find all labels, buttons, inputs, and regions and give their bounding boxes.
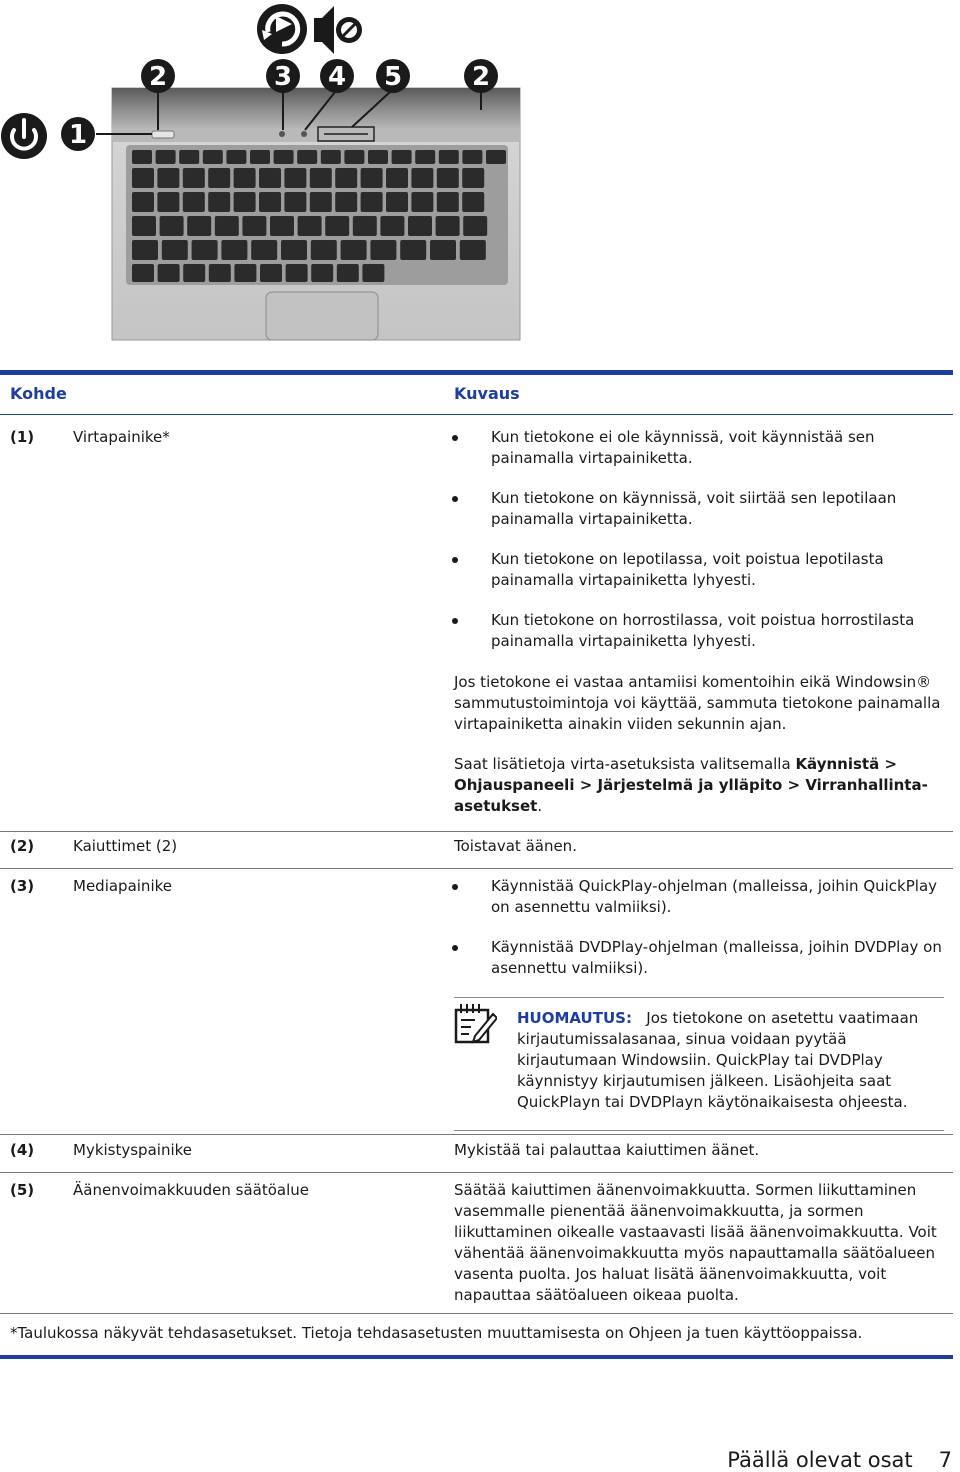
keyboard-key	[341, 240, 367, 260]
keyboard-key	[284, 168, 306, 188]
table-top-rule	[0, 370, 953, 375]
keyboard-key	[157, 168, 179, 188]
keyboard-key	[310, 192, 332, 212]
keyboard-key	[215, 216, 239, 236]
keyboard-key	[437, 168, 459, 188]
svg-text:5: 5	[383, 62, 403, 92]
keyboard-key	[234, 264, 256, 282]
keyboard-key	[162, 240, 188, 260]
header-item: Kohde	[10, 384, 67, 403]
keyboard-key	[386, 192, 408, 212]
callout-2-right	[464, 59, 498, 93]
table-header-rule	[0, 414, 953, 415]
keyboard-key	[270, 216, 294, 236]
keyboard-key	[183, 264, 205, 282]
header-description: Kuvaus	[454, 384, 520, 403]
note-pencil-icon	[453, 1002, 497, 1046]
bullet	[452, 945, 458, 951]
keyboard-key	[209, 264, 231, 282]
keyboard-key	[132, 216, 156, 236]
keyboard-key	[368, 150, 388, 164]
keyboard-key	[311, 240, 337, 260]
mute-speaker-icon	[314, 6, 362, 54]
callout-2-left	[141, 59, 175, 93]
page-number: 7	[938, 1448, 952, 1472]
row-divider	[0, 1313, 953, 1314]
keyboard-key	[226, 150, 246, 164]
keyboard-key	[187, 216, 211, 236]
mute-button	[301, 131, 307, 137]
row-5-item: Äänenvoimakkuuden säätöalue	[73, 1181, 310, 1199]
row-1-bullet-4: Kun tietokone on horrostilassa, voit poistua horrostilasta painamalla virtapainiketta lyhyesti.	[491, 611, 915, 650]
keyboard-key	[321, 150, 341, 164]
speaker-strip	[112, 88, 520, 128]
power-button	[152, 131, 174, 138]
para2-suffix: .	[537, 797, 543, 815]
keyboard-key	[156, 150, 176, 164]
keyboard-key	[234, 192, 256, 212]
keyboard-key	[259, 192, 281, 212]
keyboard-key	[286, 264, 308, 282]
table-bottom-rule	[0, 1355, 953, 1359]
keyboard-key	[361, 192, 383, 212]
svg-text:2: 2	[471, 62, 491, 92]
row-3-number: (3)	[10, 877, 35, 895]
media-button	[279, 131, 285, 137]
keyboard-key	[234, 168, 256, 188]
note-top-rule	[454, 997, 944, 998]
keyboard-key	[260, 264, 282, 282]
keyboard-key	[132, 168, 154, 188]
keyboard-key	[462, 168, 484, 188]
touchpad	[266, 292, 378, 340]
row-divider	[0, 868, 953, 869]
callout-1	[61, 117, 95, 151]
keyboard-key	[436, 216, 460, 236]
keyboard-key	[298, 216, 322, 236]
keyboard-key	[370, 240, 396, 260]
svg-text:4: 4	[327, 62, 347, 92]
keyboard-key	[325, 216, 349, 236]
row-1-bullet-1: Kun tietokone ei ole käynnissä, voit käynnistää sen painamalla virtapainiketta.	[491, 428, 875, 467]
keyboard-key	[179, 150, 199, 164]
keyboard-key	[430, 240, 456, 260]
keyboard-key	[132, 264, 154, 282]
keyboard-key	[259, 168, 281, 188]
row-2-description: Toistavat äänen.	[454, 837, 577, 855]
row-1-bullet-2: Kun tietokone on käynnissä, voit siirtää sen lepotilaan painamalla virtapainiketta.	[491, 489, 897, 528]
row-2-number: (2)	[10, 837, 35, 855]
power-icon	[1, 113, 47, 159]
row-5-number: (5)	[10, 1181, 35, 1199]
row-3-item: Mediapainike	[73, 877, 172, 895]
keyboard-key	[297, 150, 317, 164]
keyboard-key	[362, 264, 384, 282]
keyboard-key	[132, 150, 152, 164]
keyboard-key	[311, 264, 333, 282]
keyboard-key	[251, 240, 277, 260]
callout-5	[376, 59, 410, 93]
keyboard-key	[353, 216, 377, 236]
bullet	[452, 557, 458, 563]
svg-text:1: 1	[68, 120, 88, 150]
keyboard-key	[361, 168, 383, 188]
keyboard-key	[408, 216, 432, 236]
row-5-description: Säätää kaiuttimen äänenvoimakkuutta. Sormen liikuttaminen vasemmalle pienentää äänenvoimakkuutta, ja sormen liikuttaminen oikealle vastaavasti lisää äänenvoimakkuutta. Voit vähentää äänenvoimakkuutta myös napauttamalla säätöalueen vasenta puolta. Jos haluat lisätä äänenvoimakkuutta, voit napauttaa säätöalueen oikeaa puolta.	[454, 1181, 937, 1304]
row-4-number: (4)	[10, 1141, 35, 1159]
row-divider	[0, 1172, 953, 1173]
note-label: HUOMAUTUS:	[517, 1009, 632, 1027]
callout-4	[320, 59, 354, 93]
bullet	[452, 435, 458, 441]
keyboard-key	[392, 150, 412, 164]
keyboard-key	[284, 192, 306, 212]
keyboard-key	[310, 168, 332, 188]
keyboard-key	[208, 168, 230, 188]
keyboard-illustration	[0, 0, 960, 350]
keyboard-figure-svg	[0, 0, 960, 350]
keyboard-key	[486, 150, 506, 164]
footer-section: Päällä olevat osat	[727, 1448, 913, 1472]
note-bottom-rule	[454, 1130, 944, 1131]
row-1-number: (1)	[10, 428, 35, 446]
keyboard-key	[411, 168, 433, 188]
keyboard-key	[415, 150, 435, 164]
keyboard-key	[250, 150, 270, 164]
keyboard-key	[344, 150, 364, 164]
keyboard-key	[400, 240, 426, 260]
row-1-paragraph-2	[454, 754, 950, 817]
keyboard-key	[183, 192, 205, 212]
keyboard-key	[335, 192, 357, 212]
svg-text:2: 2	[148, 62, 168, 92]
keyboard-key	[221, 240, 247, 260]
keyboard-key	[208, 192, 230, 212]
note-text-block	[517, 1008, 947, 1113]
page-footer	[727, 1448, 952, 1472]
row-4-item: Mykistyspainike	[73, 1141, 192, 1159]
keyboard-key	[274, 150, 294, 164]
callout-3	[266, 59, 300, 93]
row-divider	[0, 831, 953, 832]
row-1-bullet-3: Kun tietokone on lepotilassa, voit poistua lepotilasta painamalla virtapainiketta lyhyesti.	[491, 550, 884, 589]
keyboard-key	[386, 168, 408, 188]
keyboard-key	[439, 150, 459, 164]
para2-menu-path: Käynnistä > Ohjauspaneeli > Järjestelmä ja ylläpito > Virranhallinta-asetukset	[454, 755, 928, 815]
keyboard-key	[160, 216, 184, 236]
row-4-description: Mykistää tai palauttaa kaiuttimen äänet.	[454, 1141, 760, 1159]
keyboard-key	[132, 240, 158, 260]
keyboard-key	[183, 168, 205, 188]
keyboard-key	[460, 240, 486, 260]
bullet	[452, 618, 458, 624]
keyboard-key	[463, 216, 487, 236]
row-1-paragraph-1: Jos tietokone ei vastaa antamiisi komentoihin eikä Windowsin® sammutustoimintoja voi käyttää, sammuta tietokone painamalla virtapainiketta ainakin viiden sekunnin ajan.	[454, 673, 941, 733]
keyboard-key	[132, 192, 154, 212]
keyboard-key	[335, 168, 357, 188]
svg-text:3: 3	[273, 62, 293, 92]
row-divider	[0, 1134, 953, 1135]
keyboard-key	[462, 150, 482, 164]
para2-prefix: Saat lisätietoja virta-asetuksista valitsemalla	[454, 755, 796, 773]
keyboard-key	[192, 240, 218, 260]
row-3-bullet-2: Käynnistää DVDPlay-ohjelman (malleissa, joihin DVDPlay on asennettu valmiiksi).	[491, 938, 942, 977]
keyboard-key	[462, 192, 484, 212]
keyboard-key	[157, 192, 179, 212]
row-3-bullet-1: Käynnistää QuickPlay-ohjelman (malleissa, joihin QuickPlay on asennettu valmiiksi).	[491, 877, 938, 916]
row-1-item: Virtapainike*	[73, 428, 170, 446]
keyboard-key	[242, 216, 266, 236]
quickplay-media-icon	[257, 4, 307, 54]
note-text: Jos tietokone on asetettu vaatimaan kirjautumissalasanaa, sinua voidaan pyytää kirjautumaan Windowsiin. QuickPlay tai DVDPlay käynnistyy kirjautumisen jälkeen. Lisäohjeita saat QuickPlayn tai DVDPlayn käytönaikaisesta ohjeesta.	[517, 1009, 919, 1111]
bullet	[452, 496, 458, 502]
keyboard-key	[203, 150, 223, 164]
row-2-item: Kaiuttimet (2)	[73, 837, 178, 855]
keyboard-key	[411, 192, 433, 212]
keyboard-key	[281, 240, 307, 260]
table-footnote: *Taulukossa näkyvät tehdasasetukset. Tietoja tehdasasetusten muuttamisesta on Ohjeen ja tuen käyttöoppaissa.	[10, 1324, 863, 1342]
keyboard-key	[380, 216, 404, 236]
keyboard-key	[337, 264, 359, 282]
keyboard-key	[437, 192, 459, 212]
bullet	[452, 884, 458, 890]
keyboard-key	[158, 264, 180, 282]
